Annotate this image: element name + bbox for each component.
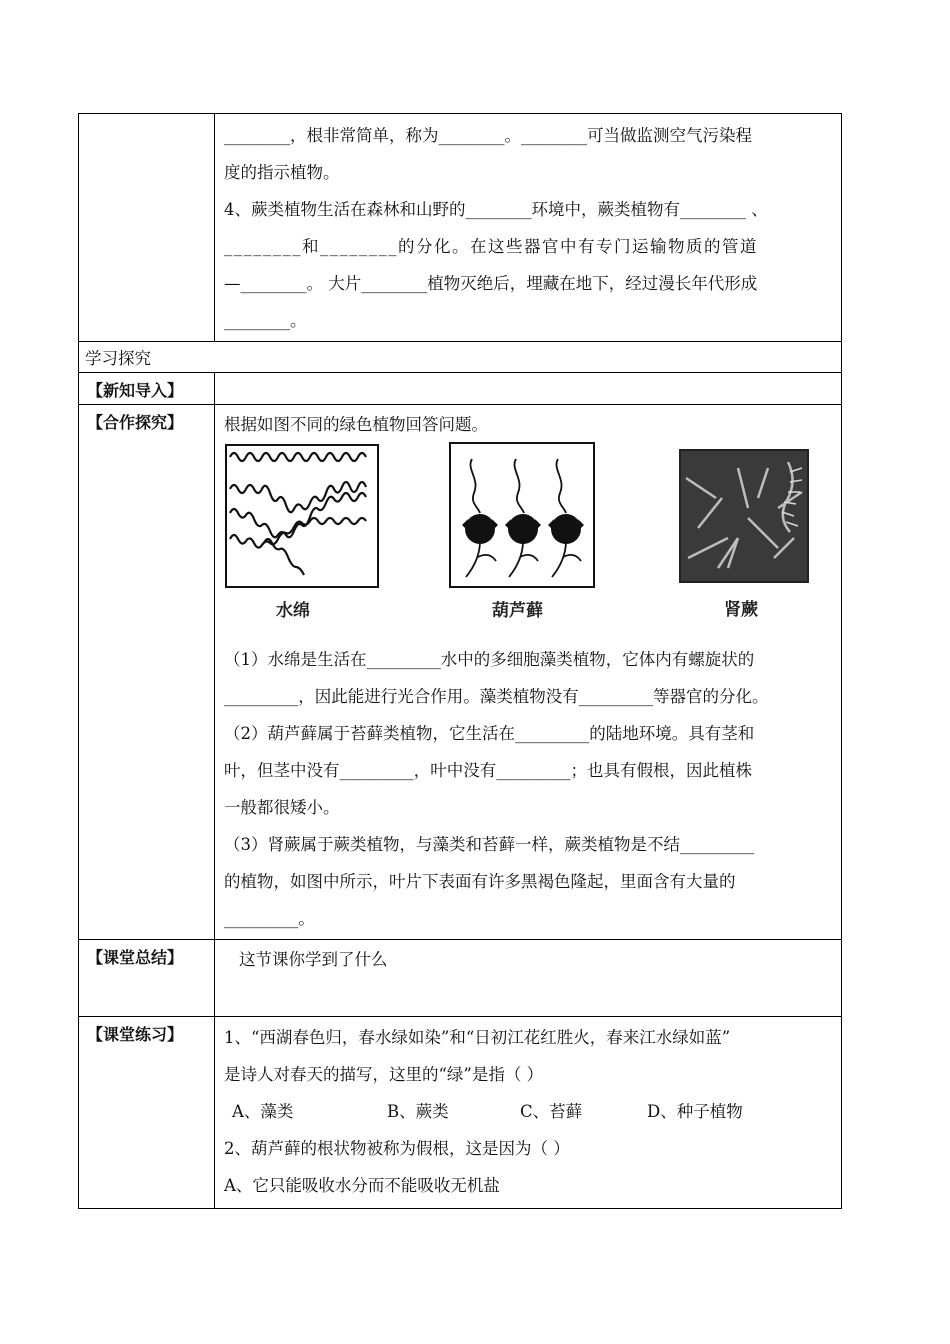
- question-2-line-1: 2、葫芦藓的根状物被称为假根，这是因为（ ）: [224, 1139, 570, 1158]
- worksheet-table: [78, 113, 842, 1209]
- practice-content: [215, 1017, 842, 1209]
- label-practice: 【课堂练习】: [79, 1017, 215, 1209]
- text-line: _________，因此能进行光合作用。藻类植物没有_________等器官的分化。: [224, 687, 769, 706]
- cooperate-content: [215, 405, 842, 940]
- caption-moss: 葫芦藓: [492, 601, 543, 621]
- question-1-line-2: 是诗人对春天的描写，这里的“绿”是指（ ）: [224, 1065, 544, 1084]
- moss-illustration: [448, 441, 596, 621]
- text-line: _________。: [224, 909, 315, 928]
- row-new-knowledge: [79, 373, 842, 405]
- summary-content: [215, 940, 842, 1017]
- text-line: 一般都很矮小。: [224, 798, 340, 817]
- fern-illustration: [678, 448, 810, 620]
- text-line: ________和________的分化。在这些器官中有专门运输物质的管道: [224, 237, 758, 256]
- text-line: 4、蕨类植物生活在森林和山野的________环境中，蕨类植物有________ 、: [224, 200, 768, 219]
- text-line: （3）肾蕨属于蕨类植物，与藻类和苔藓一样，蕨类植物是不结_________: [224, 835, 755, 854]
- new-knowledge-content: [215, 373, 842, 405]
- text-line: ________。: [224, 311, 307, 330]
- caption-fern: 肾蕨: [724, 600, 758, 620]
- text-line: 叶，但茎中没有_________，叶中没有_________；也具有假根，因此植株: [224, 761, 752, 780]
- row-label-empty: [79, 114, 215, 342]
- caption-spirogyra: 水绵: [276, 601, 310, 621]
- plant-figures: [224, 441, 837, 641]
- row-previous-content: [79, 114, 842, 342]
- text-line: ________，根非常简单，称为________。________可当做监测空气污染程: [224, 126, 752, 145]
- row-summary: [79, 940, 842, 1017]
- row-cooperate: [79, 405, 842, 940]
- label-cooperate: 【合作探究】: [79, 405, 215, 940]
- label-new-knowledge: 【新知导入】: [79, 373, 215, 405]
- row-section-title: [79, 342, 842, 373]
- text-line: 的植物，如图中所示，叶片下表面有许多黑褐色隆起，里面含有大量的: [224, 872, 736, 891]
- option-a: A、藻类: [232, 1102, 294, 1121]
- question-1-line-1: 1、“西湖春色归，春水绿如染”和“日初江花红胜火，春来江水绿如蓝”: [224, 1028, 731, 1047]
- previous-content-cell: [215, 114, 842, 342]
- option-d: D、种子植物: [647, 1102, 743, 1121]
- label-summary: 【课堂总结】: [79, 940, 215, 1017]
- question-1-options: [224, 1093, 837, 1130]
- text-line: （1）水绵是生活在_________水中的多细胞藻类植物，它体内有螺旋状的: [224, 650, 755, 669]
- summary-text: 这节课你学到了什么: [239, 950, 388, 969]
- text-line: 度的指示植物。: [224, 163, 340, 182]
- option-c: C、苔藓: [520, 1102, 583, 1121]
- text-line: （2）葫芦藓属于苔藓类植物，它生活在_________的陆地环境。具有茎和: [224, 724, 755, 743]
- option-b: B、蕨类: [387, 1102, 449, 1121]
- section-title: 学习探究: [79, 342, 842, 373]
- spirogyra-illustration: [224, 443, 380, 621]
- text-line: —________。 大片________植物灭绝后，埋藏在地下，经过漫长年代形成: [224, 274, 758, 293]
- row-practice: [79, 1017, 842, 1209]
- question-2-option-a: A、它只能吸收水分而不能吸收无机盐: [224, 1176, 500, 1195]
- cooperate-intro: 根据如图不同的绿色植物回答问题。: [224, 415, 488, 434]
